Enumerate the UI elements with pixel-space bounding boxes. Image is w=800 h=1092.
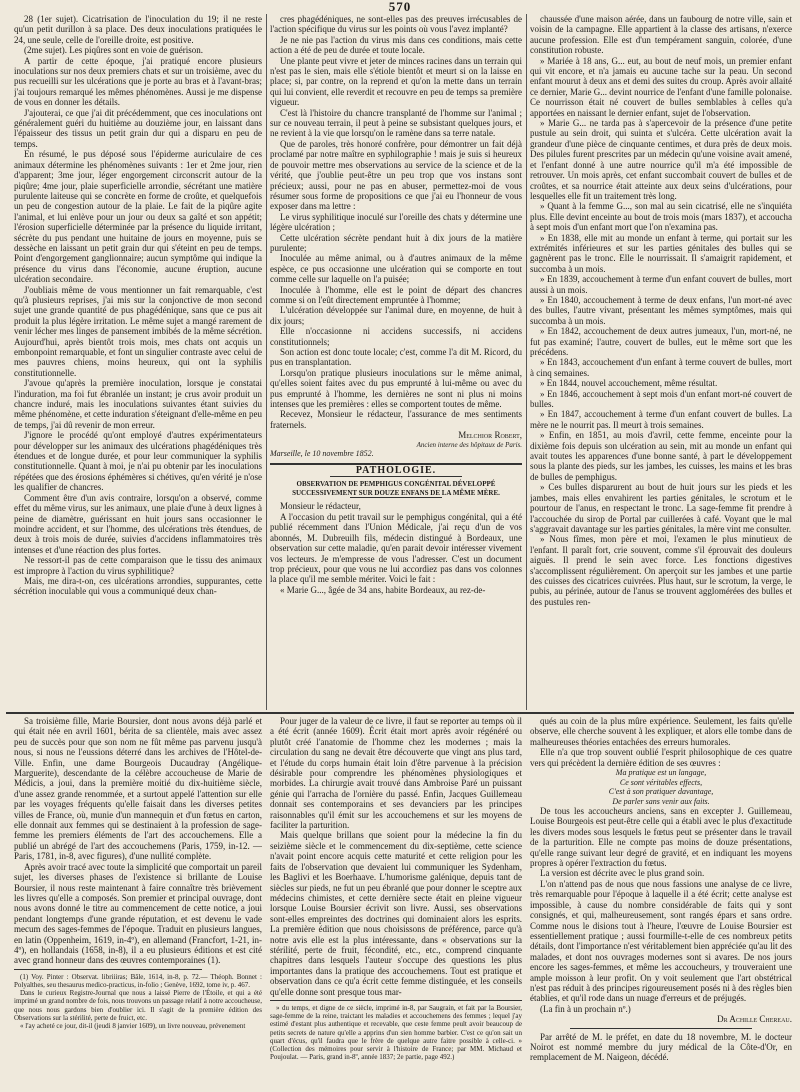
signature-place-date: Marseille, le 10 novembre 1852.: [270, 448, 374, 458]
article-column-3: [530, 14, 792, 711]
footnote: » du temps, et digne de ce siècle, imprimé in-8, par Saugrain, et fait par la Boursier, sage-femme de la reine, traictant les maladies et accouchemens des femmes ; lequel j'ay estimé d'estant plus authentique et recevable, que ceste femme peult avoir beaucoup de petits secrets de nature qu'elle a apprins d'un sien homme barbier. C'est ce qu'on sait un quart d'écus, qu'il faudra que le frère de quelque autre faitre possible à celle-ci. » (Collection des mémoires pour servir à l'histoire de France; par MM. Michaud et Poujoulat. — Paris, grand in-8º, année 1837; 2e partie, page 492.): [270, 1003, 522, 1062]
paragraph: Monsieur le rédacteur,: [280, 501, 361, 512]
paragraph: » En 1847, accouchement à terme d'un enfant couvert de bulles. La mère ne le nourrit pas. Il meurt à trois semaines.: [530, 409, 792, 430]
paragraph: Que de paroles, très honoré confrère, pour démontrer un fait déjà proclamé par notre maître en syphilographie ! mais je suis si heureux de pouvoir mettre mes observations au service de la science et de la vérité, que j'oublie peut-être un peu trop que vos instans sont précieux; aussi, pour ne pas en abuser, permettez-moi de vous résumer sous forme de propositions ce que j'ai eu l'honneur de vous exposer dans ma lettre :: [270, 138, 522, 212]
paragraph: A partir de cette époque, j'ai pratiqué encore plusieurs inoculations sur nos deux premiers chats et sur un troisième, avec du pus recueilli sur les ulcérations que je porte au bras et à l'avant-bras; j'ai toujours remarqué les mêmes phénomènes. Aussi je me dispense de vous en donner les détails.: [14, 55, 262, 108]
feuilleton-column-3: [530, 716, 792, 1086]
paragraph: » En 1842, accouchement de deux autres jumeaux, l'un, mort-né, ne fut pas examiné; l'autre, couvert de bulles, eut le même sort que les précédens.: [530, 326, 792, 357]
paragraph: De tous les accoucheurs anciens, sans en excepter J. Guillemeau, Louise Bourgeois est peut-être celle qui a établi avec le plus d'exactitude les divers modes sous lesquels le fœtus peut se présenter dans le travail de la parturition. Elle ne compte pas moins de douze présentations, qu'elle range suivant leur degré de gravité, et en indiquant les moyens propres à opérer l'extraction du fœtus.: [530, 806, 792, 869]
paragraph: chaussée d'une maison aérée, dans un faubourg de notre ville, sain et voisin de la campagne. Elle appartient à la classe des artisans, n'exerce aucune profession. Elle est d'un tempérament sanguin, colorée, d'une constitution robuste.: [530, 14, 792, 56]
paragraph: Mais quelque brillans que soient pour la médecine la fin du seizième siècle et le commencement du dix-septième, cette science n'avait point encore acquis cette maturité et cette religion pour les faits de l'observation que devaient lui communiquer les Sydenham, les Baglivi et les Boerhaave. L'humorisme galénique, depuis tant de siècles sur pieds, ne fut un peu ébranlé que pour donner le sceptre aux médecins chimistes, et cette dernière secte était en pleine vigueur lorsque Louise Boursier écrivit son livre. Aussi, ses observations sont-elles empreintes des doctrines qui dominaient alors les esprits. La première édition que nous choisissons de préférence, parce qu'à notre avis elle est la plus intéressante, dans « observations sur la stérilité, perte de fruit, fécondité, etc., etc., comprend cinquante chapitres dans lesquels l'auteur s'occupe des questions les plus importantes dans la pratique des accouchemens. Tout est pratique et observation dans ce qu'a écrit cette femme distinguée, et les conseils qu'elle donne sont presque tous mar-: [270, 830, 522, 997]
paragraph: » Quant à la femme G..., son mal au sein cicatrisé, elle ne s'inquiéta plus. Elle devint enceinte au bout de trois mois (mars 1837), et accoucha à sept mois d'un enfant mort que l'on n'examina pas.: [530, 201, 792, 233]
feuilleton-column-2: [270, 716, 522, 1086]
paragraph: Le virus syphilitique inoculé sur l'oreille des chats y détermine une légère ulcération ;: [270, 211, 522, 233]
verse-line: De parler sans venir aux faits.: [612, 796, 710, 806]
paragraph: » En 1844, nouvel accouchement, même résultat.: [540, 378, 718, 389]
article-column-2: [270, 14, 522, 711]
verse-line: Ma pratique est un langage,: [615, 768, 707, 778]
feuilleton-text: [14, 716, 262, 966]
feuilleton-footnotes: [14, 973, 262, 1030]
paragraph: » En 1843, accouchement d'un enfant à terme couvert de bulles, mort à cinq semaines.: [530, 357, 792, 378]
paragraph: (2me sujet). Les piqûres sont en voie de guérison.: [24, 45, 203, 56]
paragraph: Elle n'a que trop souvent oublié l'esprit philosophique de ces quatre vers qui précèdent la dernière édition de ses œuvres :: [530, 747, 792, 768]
verse-quotation: [530, 768, 792, 806]
paragraph: « Marie G..., âgée de 34 ans, habite Bordeaux, au rez-de-: [280, 584, 486, 595]
paragraph: Après avoir tracé avec toute la simplicité que comportait un pareil sujet, les diverses phases de l'existence si brillante de Louise Boursier, il nous reste maintenant à faire connaître très brièvement les livres qu'elle a composés. Son premier et principal ouvrage, dont nous avons donné le titre au commencement de cette notice, a joui pendant longtemps d'une grande réputation, et est devenu le vade mecum des sages-femmes de l'époque. Traduit en plusieurs langues, en latin (Oppenheim, 1619, in-4º), en allemand (Francfort, 1-21, in-4º), en hollandais (1658, in-8), il a eu plusieurs éditions et est cité avec grand honneur dans des œuvres contemporaines (1).: [14, 861, 262, 966]
paragraph: C'est là l'histoire du chancre transplanté de l'homme sur l'animal ; sur ce nouveau terrain, il peut à peine se subsistant quelques jours, et ne revient à la vie que lorsqu'on le ramène dans sa terre natale.: [270, 107, 522, 139]
paragraph: (La fin à un prochain nº.): [540, 1003, 631, 1014]
paragraph: J'ignore le procédé qu'ont employé d'autres expérimentateurs pour développer sur les animaux des ulcérations phagédéniques très étendues et de longue durée, et pour leur communiquer la syphilis constitutionnelle. Quant à moi, je n'ai pu obtenir par les inoculations répétées que des érosions éphémères si chétives, qu'en vérité je n'ose les qualifier de chancres.: [14, 430, 262, 493]
paragraph: Une plante peut vivre et jeter de minces racines dans un terrain qui n'est pas le sien, mais elle s'étiole bientôt et meurt si on la laisse en place; si, par contre, on la reprend et qu'on la mette dans un terrain qui lui convient, elle reverdit et recouvre en peu de temps sa première vigueur.: [270, 55, 522, 108]
paragraph: En résumé, le pus déposé sous l'épiderme auriculaire de ces animaux détermine les phénomènes suivants : 1er et 2me jour, rien d'apparent; 3me jour, léger engorgement circonscrit autour de la piqûre; 4me jour, plaie superficielle arrondie, sécrétant une matière purulente laiteuse qui se concrète en forme de croûte, et quelquefois un peu de congestion autour de la plaie. Le fait de la piqûre agite l'animal, et lui enlève pour un jour ou deux sa gaîté et son appétit; l'érosion superficielle déterminée par la présence du liquide irritant, sécrète du pus pendant une huitaine de jours en moyenne, puis se dessèche en laissant un petit grain dur qui s'éteint en peu de temps. Point d'engorgement ganglionnaire; aucun symptôme qui indique la présence du virus dans l'économie, aucune éruption, aucune ulcération secondaire.: [14, 149, 262, 285]
footnote-rule: [270, 1000, 522, 1001]
paragraph: » En 1846, accouchement à sept mois d'un enfant mort-né couvert de bulles.: [530, 388, 792, 410]
feuilleton-text-end: [530, 716, 792, 768]
feuilleton-footnotes-continued: [270, 1004, 522, 1061]
signature-name: Melchior Robert,: [458, 430, 522, 441]
paragraph: Mais, me dira-t-on, ces ulcérations arrondies, suppurantes, cette sécrétion inoculable qui vous a communiqué deux chan-: [14, 575, 262, 597]
headline-rule: [350, 497, 442, 498]
paragraph: Son action est donc toute locale; c'est, comme l'a dit M. Ricord, du pus en transplantation.: [270, 347, 522, 368]
paragraph: » Mariée à 18 ans, G... eut, au bout de neuf mois, un premier enfant qui vit encore, et n'a jamais eu aucune tache sur la peau. Un second enfant mourut à deux ans et demi des suites du croup. Après avoir allaité ce dernier, Marie G... devint nourrice de l'enfant d'une famille polonaise. Ce nourrisson était né couvert de bulles semblables à celles qu'a apportées en naissant le dernier enfant, sujet de l'observation.: [530, 55, 792, 118]
article-column-1: [14, 14, 262, 711]
verse-line: Ce sont véritables effects,: [619, 777, 703, 787]
verse-line: C'est à son pratiquer davantage,: [608, 787, 714, 797]
paragraph: » En 1838, elle mit au monde un enfant à terme, qui portait sur les extrémités inférieures et sur les parties génitales des bulles qui se gagnèrent pas le tronc. Elle le nourrissait. Il s'amaigrit rapidement, et succomba à un mois.: [530, 232, 792, 274]
paragraph: J'ajouterai, ce que j'ai dit précédemment, que ces inoculations ont généralement guéri du huitième au douzième jour, en laissant dans l'épaisseur des tissus un petit grain dur qui a disparu en peu de temps.: [14, 107, 262, 149]
paragraph: L'ulcération développée sur l'animal dure, en moyenne, de huit à dix jours;: [270, 305, 522, 326]
feuilleton-text-continued: [270, 716, 522, 997]
feuilleton-divider: [6, 712, 794, 714]
paragraph: L'on n'attend pas de nous que nous fassions une analyse de ce livre, très remarquable pour l'époque à laquelle il a été écrit; cette analyse est impossible, à cause du nombre considérable de faits qui y sont consignés, et qui, malheureusement, sont rangés épars et sans ordre. Comme nous le disions tout à l'heure, l'œuvre de Louise Boursier est essentiellement pratique ; aussi fourmille-t-elle de ces nombreux petits détails, dont l'importance n'est véritablement bien appréciée qu'au lit des malades, et dont nos ouvrages modernes sont si avares. De nos jours encore les sages-femmes, et même les accoucheurs, y trouveraient une ample moisson à leur profit. On y voit seulement que l'art obstétrical n'est pas réduit à des principes rigoureusement posés ni à des règles bien établies, et qu'il rode dans un nuage d'erreurs et de préjugés.: [530, 878, 792, 1004]
paragraph: A l'occasion du petit travail sur le pemphigus congénital, qui a été publié récemment dans l'Union Médicale, j'ai reçu d'un de vos abonnés, M. Dubreuilh fils, médecin distingué à Bordeaux, une observation sur cette maladie, qu'en parait devoir intéresser vivement vos lecteurs. Je m'empresse de vous l'adresser. C'est un document trop précieux, pour que vous ne lui accordiez pas dans vos colonnes la place qu'il me semble mériter. Voici le fait :: [270, 511, 522, 585]
footnote: Dans le curieux Registre-Journal que nous a laissé Pierre de l'Étoile, et qui a été imprimé un grand nombre de fois, nous trouvons un passage relatif à notre accoucheuse, que nous nous gardons bien d'oublier ici. Il s'agit de la première édition des Observations sur la stérilité, perte de fruict, etc.: [14, 989, 262, 1022]
paragraph: Ne ressort-il pas de cette comparaison que le tissu des animaux est impropre à l'action du virus syphilitique?: [14, 555, 262, 576]
paragraph: Lorsqu'on pratique plusieurs inoculations sur le même animal, qu'elles soient faites avec du pus emprunté à lui-même ou avec du pus emprunté à l'homme, les dernières ne sont ni plus ni moins intenses que les premières : elles se comportent toutes de même.: [270, 367, 522, 410]
paragraph: » En 1839, accouchement à terme d'un enfant couvert de bulles, mort aussi à un mois.: [530, 274, 792, 295]
article-headline: OBSERVATION DE PEMPHIGUS CONGÉNITAL DÉVELOPPÉ SUCCESSIVEMENT SUR DOUZE ENFANS DE LA MÊME MÈRE.: [292, 480, 500, 497]
pemphigus-article-continued: [530, 14, 792, 607]
column-rule: [526, 14, 527, 710]
paragraph: Je ne nie pas l'action du virus mis dans ces conditions, mais cette action a été de peu de durée et toute locale.: [270, 34, 522, 56]
notice-rule: [570, 1028, 752, 1029]
pemphigus-article-text: [270, 501, 522, 595]
paragraph: J'oubliais même de vous mentionner un fait remarquable, c'est qu'à plusieurs reprises, j'ai mis sur la conjonctive de mon second sujet une grande quantité de pus phagédénique, sans que ce pus ait produit la plus légère irritation. Le même sujet a mangé rarement de venir lécher mes linges de pansement imbibés de la même sécrétion. Aujourd'hui, après bientôt trois mois, mes chats ont acquis un embonpoint remarquable, et font un singulier contraste avec celui de mes pauvres chiens, moins heureux, qui ont la syphilis constitutionnelle.: [14, 284, 262, 378]
footnote: « l'ay acheté ce jour, dit-il (jeudi 8 janvier 1609), un livre nouveau, prévenement: [20, 1021, 246, 1030]
feuilleton-column-1: [14, 716, 262, 1086]
paragraph: cres phagédéniques, ne sont-elles pas des preuves irrécusables de l'action spécifique du virus sur les points où vous l'avez implanté?: [270, 14, 522, 35]
paragraph: Cette ulcération sécrète pendant huit à dix jours de la matière purulente;: [270, 232, 522, 253]
feuilleton-text-final: [530, 806, 792, 1014]
prefecture-notice: [530, 1032, 792, 1063]
title-rule: [330, 476, 462, 477]
paragraph: 28 (1er sujet). Cicatrisation de l'inoculation du 19; il ne reste qu'un petit durillon à sa place. Des deux inoculations pratiquées le 24, une seule, celle de l'oreille droite, est positive.: [14, 14, 262, 45]
paragraph: J'avoue qu'après la première inoculation, lorsque je constatai l'induration, ma foi fut ébranlée un instant; je crus avoir produit un chancre induré, mais les inoculations suivantes étant suivies du même phénomène, et cette induration s'éteignant d'elle-même en peu de temps, j'ai dû revenir de mon erreur.: [14, 378, 262, 430]
paragraph: qués au coin de la plus mûre expérience. Seulement, les faits qu'elle observe, elle cherche souvent à les expliquer, et alors elle tombe dans de malheureuses théories entachées des erreurs humorales.: [530, 716, 792, 747]
paragraph: Recevez, Monsieur le rédacteur, l'assurance de mes sentiments fraternels.: [270, 409, 522, 430]
footnote-rule: [14, 969, 202, 970]
paragraph: » Marie G... ne tarda pas à s'apercevoir de la présence d'une petite pustule au sein droit, qui suinta et s'ulcéra. Cette ulcération avait la grandeur d'une pièce de cinquante centimes, et dura près de deux mois. Des pilules furent prescrites par un médecin qu'une voisine avait amené, et l'enfant donné à une autre nourrice qu'il m'a été impossible de retrouver. Un mois après, cet enfant succombait couvert de bulles et de croûtes, et sa nourrice était atteinte aux deux seins d'ulcérations, pour lesquelles elle fit un traitement très long.: [530, 118, 792, 201]
paragraph: Par arrêté de M. le préfet, en date du 18 novembre, M. le docteur Noirot est nommé membre du jury médical de la Côte-d'Or, en remplacement de M. Naigeon, décédé.: [530, 1031, 792, 1063]
footnote: (1) Voy. Pinter : Observat. libriiiras; Bâle, 1614, in-8, p. 72.— Théoph. Bonnet : Polyalthes, seu thesaurus medico-practicus, in-folio ; Genève, 1692, tome iv, p. 467.: [14, 972, 262, 989]
page-number: 570: [388, 0, 412, 14]
paragraph: » Enfin, en 1851, au mois d'avril, cette femme, enceinte pour la dixième fois depuis son ulcération au sein, mit au monde un enfant qui avait toutes les apparences d'une bonne santé, à part le développement sous la plante des pieds, sur les jambes, les cuisses, les mains et les bras de bulles de pemphigus.: [530, 430, 792, 482]
section-title: PATHOLOGIE.: [355, 465, 437, 477]
paragraph: La version est décrite avec le plus grand soin.: [540, 868, 705, 879]
paragraph: Inoculée au même animal, ou à d'autres animaux de la même espèce, ce pus occasionne une ulcération qui se comporte en tout comme celle sur laquelle on l'a puisée;: [270, 253, 522, 285]
signature-title: Ancien interne des hôpitaux de Paris.: [416, 440, 522, 449]
letter-text-continued: [270, 14, 522, 430]
paragraph: » En 1840, accouchement à terme de deux enfans, l'un mort-né avec des bulles, l'autre vivant, présentant les mêmes symptômes, mais qui succomba à un mois.: [530, 294, 792, 326]
paragraph: » Nous fîmes, mon père et moi, l'examen le plus minutieux de l'enfant. Il paraît fort, crie souvent, comme s'il éprouvait des douleurs aiguës. Il prend le sein avec force. Les fonctions digestives s'accomplissent régulièrement. On aperçoit sur les jambes et une partie des cuisses des cicatrices cuivrées. Plus haut, sur le scrotum, la verge, le pubis, au périnée, autour de l'anus se trouvent agglomérées des bulles et des pustules ren-: [530, 534, 792, 607]
paragraph: Comment être d'un avis contraire, lorsqu'on a observé, comme effet du même virus, sur les animaux, une plaie d'une à deux lignes à peine de diamètre, guérissant en huit jours sans occasionner le moindre accident, et sur l'homme, des ulcérations très étendues, de deux à trois mois de durée, suivies d'accidens inflammatoires très intenses et d'une réaction des plus fortes.: [14, 492, 262, 555]
column-rule: [266, 14, 267, 710]
paragraph: Sa troisième fille, Marie Boursier, dont nous avons déjà parlé et qui était née en avril 1601, bérita de sa clientèle, mais avec assez peu de succès pour que son nom ne fût même pas parvenu jusqu'à nous, si nous ne l'eussions déterré dans les archives de l'Hôtel-de-Ville. Enfin, une dame Bourgeois Ducaudray (Angélique-Marguerite), descendante de la célèbre accoucheuse de Marie de Médicis, a joui, dans la première moitié du dix-huitième siècle, d'une assez grande renommée, et a surtout appelé l'attention sur elle par les voyages fréquents qu'elle faisait dans les diverses petites villes de France, où, munie d'un mannequin et d'un fœtus en carton, elle donnait aux femmes qui se destinaient à la profession de sage-femme les premiers éléments de l'art des accouchemens. Elle a publié un abrégé de l'art des accouchemens (Paris, 1759, in-12. — Paris, 1781, in-8, avec figures), d'une nullité complète.: [14, 716, 262, 862]
feuilleton-signature: Dr Achille Chereau.: [717, 1014, 792, 1025]
paragraph: Pour juger de la valeur de ce livre, il faut se reporter au temps où il a été écrit (année 1609). Écrit était mort après avoir régénéré ou plutôt créé l'anatomie de l'homme chez les modernes ; mais la circulation du sang ne devait être découverte que vingt ans plus tard, et l'étude du corps humain était loin d'être parvenue à la précision désirable pour comprendre les phénomènes physiologiques et morbides. La chirurgie avait trouvé dans Ambroise Paré un puissant génie qui l'arracha de l'ornière du passé. Enfin, Jacques Guillemeau donnait ses contemporains et ses devanciers par les principes raisonnables qu'il émit sur les accouchemens et sur les moyens de faciliter la parturition.: [270, 716, 522, 831]
letter-text: [14, 14, 262, 597]
paragraph: Elle n'occasionne ni accidens successifs, ni accidens constitutionnels;: [270, 326, 522, 347]
paragraph: Inoculée à l'homme, elle est le point de départ des chancres comme si on l'eût directement empruntée à l'homme;: [270, 284, 522, 305]
paragraph: » Ces bulles disparurent au bout de huit jours sur les pieds et les jambes, mais elles envahirent les parties génitales, le scrotum et le pourtour de l'anus, en respectant le tronc. La sage-femme fit prendre à l'accouchée du sirop de Portal par cuillerées à café. Voyant que le mal s'aggravait davantage sur les parties génitales, la mère vint me consulter.: [530, 482, 792, 534]
